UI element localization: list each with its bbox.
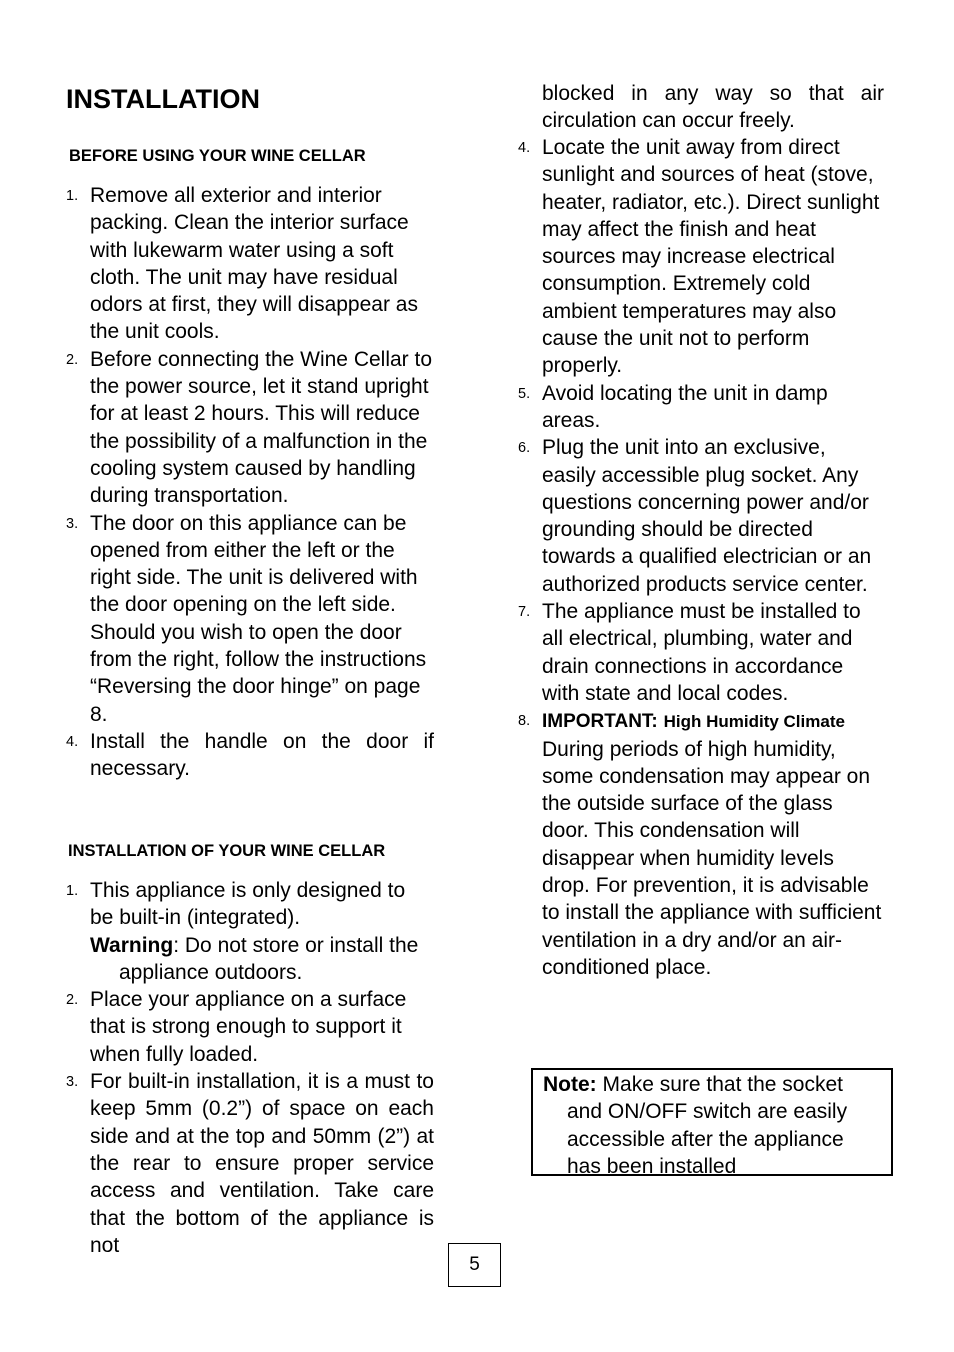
item-number: 1. (66, 883, 79, 899)
item-number: 8. (518, 713, 531, 730)
note-box (531, 1068, 893, 1176)
item-number: 4. (518, 140, 531, 156)
list-item (66, 346, 434, 510)
list-item (518, 707, 884, 981)
list-item (518, 134, 884, 380)
item-number: 7. (518, 604, 531, 621)
item-text: Locate the unit away from direct sunlight and sources of heat (stove, heater, radiator, etc.). Direct sunlight may affect the finish and heat sources may increase electrical consumption. Extremely cold ambient temperatures may also cause the unit not to perform properly. (542, 136, 880, 378)
item-text: For built-in installation, it is a must to keep 5mm (0.2”) of space on each side and at the top and 50mm (2”) at the rear to ensure proper service access and ventilation. Take care that the bottom of the appliance is not (90, 1070, 434, 1257)
item-text: Plug the unit into an exclusive, easily accessible plug socket. Any questions concerning power and/or grounding should be directed towards a qualified electrician or an authorized products service center. (542, 436, 872, 596)
list-item (66, 728, 434, 783)
important-label: IMPORTANT: (542, 711, 658, 733)
warning-line (90, 932, 434, 987)
item-number: 2. (66, 992, 79, 1009)
list-item (66, 1068, 434, 1259)
item-text: Place your appliance on a surface that is strong enough to support it when fully loaded. (90, 988, 407, 1066)
item-text: This appliance is only designed to be built-in (integrated). (90, 879, 406, 930)
warning-label: Warning (90, 933, 174, 957)
item-number: 2. (66, 351, 79, 368)
installation-list (66, 877, 434, 1259)
note-label: Note: (543, 1073, 597, 1096)
warning-text: : Do not store or install the appliance outdoors. (119, 933, 419, 984)
list-item (66, 986, 434, 1068)
item-text: The appliance must be installed to all electrical, plumbing, water and drain connections in accordance with state and local codes. (542, 600, 861, 705)
list-item (518, 380, 884, 435)
item-number: 3. (66, 515, 79, 532)
item-text: Before connecting the Wine Cellar to the power source, let it stand upright for at least 2 hours. This will reduce the possibility of a malfunction in the cooling system caused by handling during transportation. (90, 347, 433, 508)
item-text: Avoid locating the unit in damp areas. (542, 381, 828, 432)
list-item (66, 877, 434, 986)
page-title: INSTALLATION (66, 84, 260, 114)
installation-list-continued (518, 134, 884, 981)
note-text: Make sure that the socket and ON/OFF switch are easily accessible after the appliance has been installed (567, 1073, 848, 1178)
item-number: 3. (66, 1074, 79, 1091)
section-heading-installation: INSTALLATION OF YOUR WINE CELLAR (68, 842, 386, 860)
section-heading-before-using: BEFORE USING YOUR WINE CELLAR (69, 147, 366, 165)
item-continuation: blocked in any way so that air circulation can occur freely. (542, 82, 884, 133)
item-number: 6. (518, 440, 531, 457)
item-text: Remove all exterior and interior packing. Clean the interior surface with lukewarm water using a soft cloth. The unit may have residual odors at first, they will disappear as the unit cools. (90, 184, 418, 344)
item-number: 4. (66, 733, 79, 750)
important-subheading: High Humidity Climate (663, 712, 845, 732)
list-item (66, 510, 434, 728)
list-item (518, 434, 884, 598)
important-heading (542, 709, 845, 732)
page-number: 5 (448, 1243, 501, 1287)
item-text: Install the handle on the door if necessary. (90, 729, 434, 781)
list-item (66, 182, 434, 346)
item-number: 5. (518, 385, 531, 402)
item-number: 1. (66, 188, 79, 204)
item-text: The door on this appliance can be opened from either the left or the right side. The unit is delivered with the door opening on the left side. Should you wish to open the door from the right, follow the instructions “Reversing the door hinge” on page 8. (90, 511, 427, 726)
item-text: During periods of high humidity, some condensation may appear on the outside surface of the glass door. This condensation will disappear when humidity levels drop. For prevention, it is advisable to install the appliance with sufficient ventilation in a dry and/or an air-conditioned place. (542, 737, 882, 979)
note-content (543, 1071, 881, 1180)
list-item (518, 598, 884, 707)
before-using-list (66, 182, 434, 783)
